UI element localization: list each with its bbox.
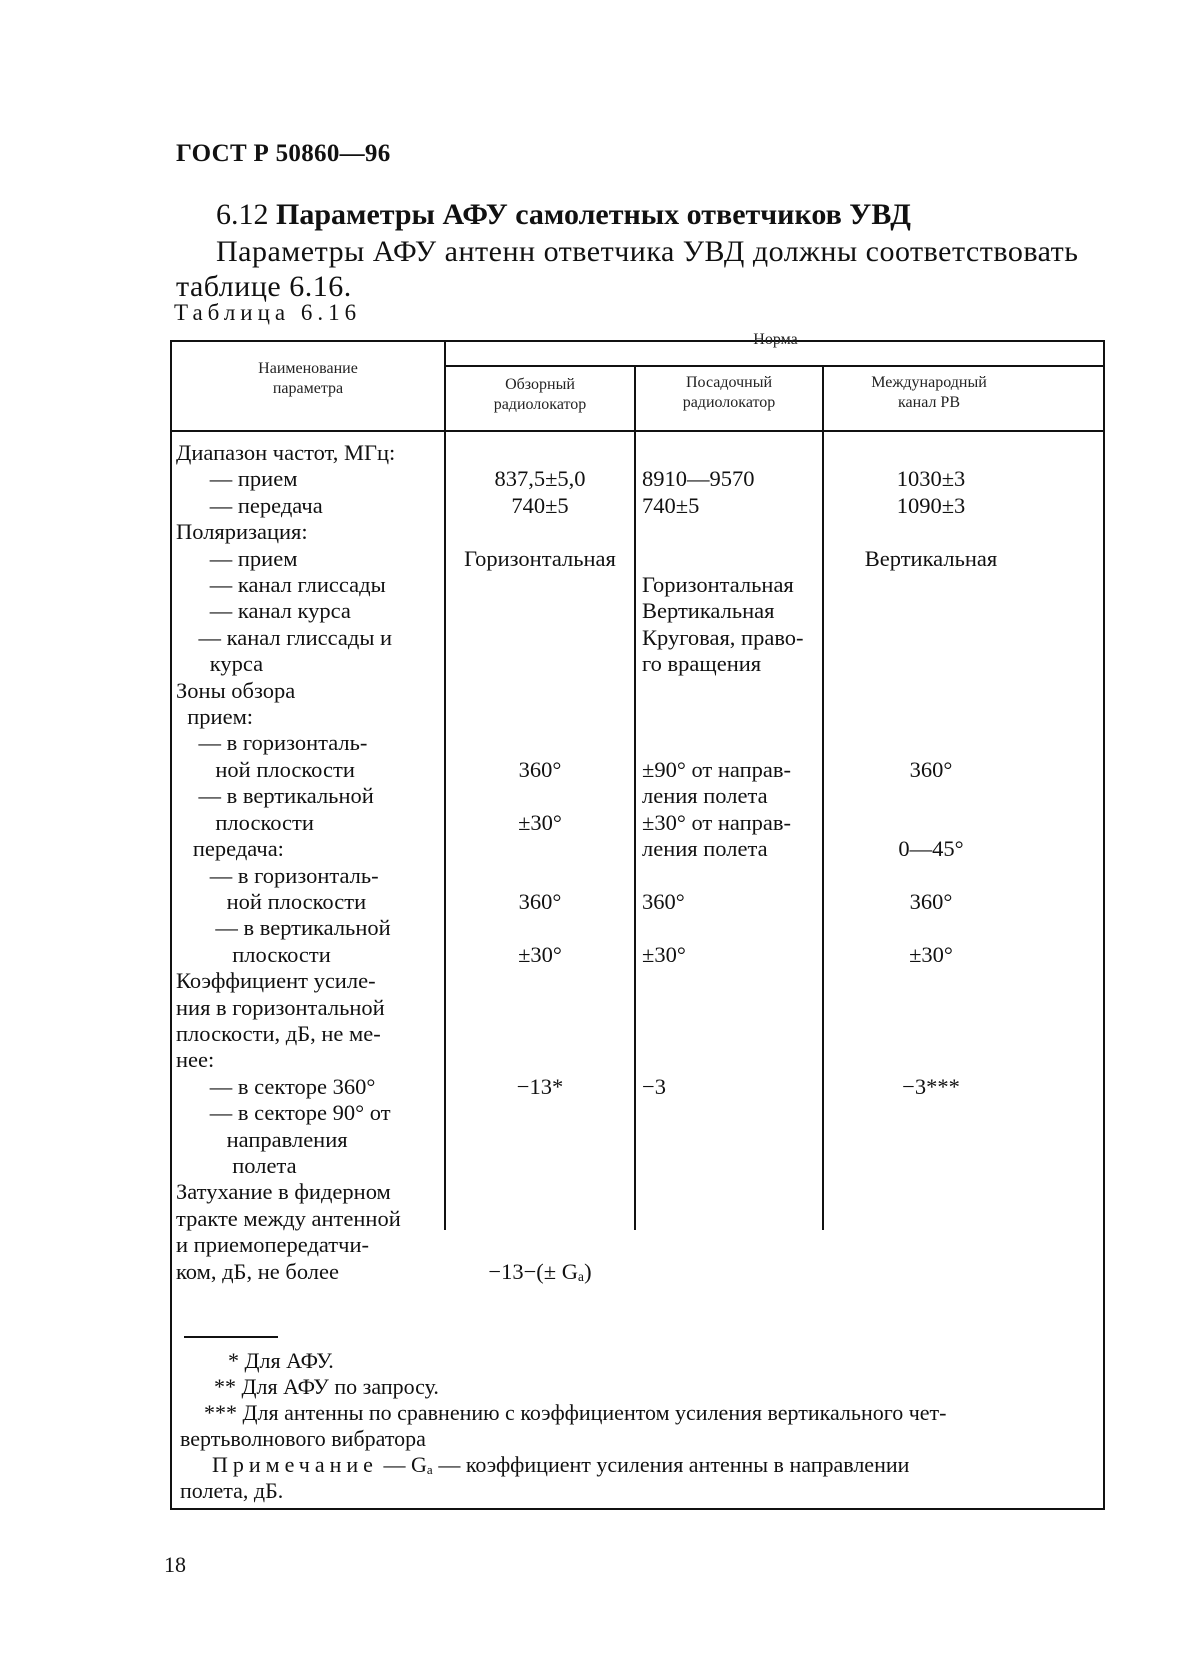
landing-radar-value (642, 1232, 818, 1258)
landing-radar-value: Горизонтальная (642, 572, 794, 598)
survey-radar-value (450, 968, 630, 994)
landing-radar-value (642, 730, 818, 756)
survey-radar-value: 360° (518, 756, 562, 782)
param-line: ной плоскости (176, 888, 367, 914)
international-channel-value (826, 519, 1036, 545)
landing-radar-value (642, 995, 818, 1021)
landing-radar-value: ления полета (642, 783, 768, 809)
international-channel-value (826, 1206, 1036, 1232)
survey-radar-value (450, 995, 630, 1021)
param-line: Поляризация: (176, 519, 308, 545)
column-line-2 (634, 366, 636, 1230)
table-remark (212, 1452, 909, 1478)
international-channel-value (826, 598, 1036, 624)
footnote-rule (184, 1336, 278, 1338)
survey-radar-value (450, 625, 630, 651)
international-channel-value (826, 863, 1036, 889)
landing-radar-value (642, 863, 818, 889)
param-line: направления (176, 1126, 348, 1152)
remark-text: — Gₐ — коэффициент усиления антенны в направлении (383, 1452, 910, 1477)
param-column (176, 440, 401, 1285)
international-channel-value (826, 1232, 1036, 1258)
param-line: — канал курса (176, 598, 351, 624)
international-channel-value: 1030±3 (896, 466, 966, 492)
group-header-line (444, 365, 1105, 367)
section-heading (216, 198, 911, 232)
landing-radar-value (642, 915, 818, 941)
survey-radar-value: 740±5 (511, 492, 569, 518)
section-number: 6.12 (216, 198, 269, 231)
landing-radar-value: ±30° (642, 941, 686, 967)
international-channel-value (826, 572, 1036, 598)
survey-radar-value: ±30° (518, 941, 562, 967)
landing-radar-value (642, 519, 818, 545)
international-channel-value: 1090±3 (896, 492, 966, 518)
param-line: тракте между антенной (176, 1205, 401, 1231)
landing-radar-value (642, 1179, 818, 1205)
landing-radar-value (642, 1047, 818, 1073)
table-caption: Таблица 6.16 (174, 300, 362, 325)
param-line: — в горизонталь- (176, 862, 379, 888)
param-line: ния в горизонтальной (176, 994, 385, 1020)
param-line: Зоны обзора (176, 677, 296, 703)
landing-radar-value: 8910—9570 (642, 466, 755, 492)
footnote-1: * Для АФУ. (228, 1348, 334, 1373)
survey-radar-value: −13* (516, 1073, 564, 1099)
document-id: ГОСТ Р 50860—96 (176, 140, 391, 167)
international-channel-value (826, 704, 1036, 730)
survey-radar-value (450, 440, 630, 466)
landing-radar-value: Вертикальная (642, 598, 775, 624)
international-channel-value (826, 651, 1036, 677)
survey-radar-value: Горизонтальная (464, 545, 616, 571)
international-channel-value (826, 625, 1036, 651)
param-line: — канал глиссады и (176, 624, 393, 650)
survey-radar-value (450, 704, 630, 730)
landing-radar-value: ±30° от направ- (642, 809, 792, 835)
survey-radar-value (450, 1047, 630, 1073)
remark-continuation: полета, дБ. (180, 1478, 284, 1503)
param-line: ком, дБ, не более (176, 1258, 339, 1284)
survey-radar-value (450, 1127, 630, 1153)
survey-radar-column (450, 440, 630, 1285)
survey-radar-value (450, 572, 630, 598)
survey-radar-value (450, 1179, 630, 1205)
international-channel-value (826, 783, 1036, 809)
landing-radar-value (642, 1259, 818, 1285)
col-header-survey-radar: Обзорный радиолокатор (493, 376, 587, 413)
international-channel-value (826, 1153, 1036, 1179)
param-line: — в вертикальной (176, 915, 391, 941)
param-line: — в секторе 360° (176, 1073, 376, 1099)
survey-radar-value: 837,5±5,0 (494, 466, 586, 492)
survey-radar-value (450, 1153, 630, 1179)
param-line: ной плоскости (176, 756, 355, 782)
survey-radar-value (450, 519, 630, 545)
landing-radar-value: 360° (642, 888, 685, 914)
param-line: прием: (176, 704, 254, 730)
international-channel-value (826, 1047, 1036, 1073)
international-channel-value (826, 995, 1036, 1021)
page-number: 18 (164, 1552, 186, 1577)
param-line: Коэффициент усиле- (176, 968, 376, 994)
param-line: — канал глиссады (176, 572, 386, 598)
landing-radar-value: ления полета (642, 836, 768, 862)
param-line: плоскости, дБ, не ме- (176, 1020, 381, 1046)
param-line: и приемопередатчи- (176, 1232, 369, 1258)
param-line: — в вертикальной (176, 783, 374, 809)
landing-radar-value: ±90° от направ- (642, 756, 792, 782)
international-channel-value: 360° (909, 756, 953, 782)
survey-radar-value (450, 678, 630, 704)
survey-radar-value (450, 1100, 630, 1126)
landing-radar-value (642, 440, 818, 466)
param-line: — прием (176, 466, 298, 492)
landing-radar-value (642, 546, 818, 572)
international-channel-value (826, 440, 1036, 466)
header-divider-line (170, 430, 1105, 432)
international-channel-value (826, 968, 1036, 994)
norm-group-header: Норма (753, 331, 798, 348)
landing-radar-value: 740±5 (642, 492, 700, 518)
landing-radar-value (642, 1206, 818, 1232)
international-channel-value: ±30° (909, 941, 953, 967)
survey-radar-value: ±30° (518, 809, 562, 835)
param-line: — в горизонталь- (176, 730, 368, 756)
landing-radar-value: Круговая, право- (642, 624, 804, 650)
param-line: — прием (176, 545, 298, 571)
survey-radar-value (450, 783, 630, 809)
param-line: нее: (176, 1047, 215, 1073)
international-channel-value (826, 1179, 1036, 1205)
footnote-3-continuation: вертьволнового вибратора (180, 1426, 426, 1451)
col-header-landing-radar: Посадочный радиолокатор (682, 374, 776, 411)
survey-radar-value (450, 730, 630, 756)
landing-radar-column (642, 440, 818, 1285)
landing-radar-value (642, 968, 818, 994)
landing-radar-value (642, 1127, 818, 1153)
param-line: Затухание в фидерном (176, 1179, 391, 1205)
param-line: курса (176, 651, 264, 677)
international-channel-value (826, 1100, 1036, 1126)
survey-radar-value (450, 915, 630, 941)
international-channel-value (826, 1259, 1036, 1285)
survey-radar-value (450, 1232, 630, 1258)
landing-radar-value (642, 678, 818, 704)
intro-paragraph: Параметры АФУ антенн ответчика УВД должны соответствовать таблице 6.16. (176, 235, 1079, 303)
survey-radar-value: −13−(± Gₐ) (488, 1258, 592, 1284)
international-channel-column (826, 440, 1036, 1285)
remark-label: Примечание (212, 1452, 378, 1477)
survey-radar-value (450, 1021, 630, 1047)
param-line: — передача (176, 492, 323, 518)
param-line: полета (176, 1152, 297, 1178)
landing-radar-value (642, 1153, 818, 1179)
column-line-1 (444, 340, 446, 1230)
international-channel-value (826, 915, 1036, 941)
international-channel-value (826, 678, 1036, 704)
param-line: передача: (176, 836, 284, 862)
survey-radar-value (450, 598, 630, 624)
col-header-international-channel: Международный канал РВ (871, 374, 987, 411)
survey-radar-value (450, 863, 630, 889)
international-channel-value: Вертикальная (864, 545, 998, 571)
column-line-3 (822, 366, 824, 1230)
international-channel-value (826, 810, 1036, 836)
landing-radar-value (642, 704, 818, 730)
param-line: плоскости (176, 809, 314, 835)
param-line: — в секторе 90° от (176, 1100, 391, 1126)
survey-radar-value (450, 836, 630, 862)
landing-radar-value (642, 1021, 818, 1047)
param-header: Наименование параметра (258, 360, 358, 397)
section-title: Параметры АФУ самолетных ответчиков УВД (276, 198, 911, 231)
landing-radar-value: −3 (642, 1073, 666, 1099)
survey-radar-value (450, 1206, 630, 1232)
international-channel-value: 360° (909, 888, 953, 914)
international-channel-value (826, 1127, 1036, 1153)
landing-radar-value: го вращения (642, 651, 762, 677)
international-channel-value (826, 730, 1036, 756)
international-channel-value: −3*** (902, 1073, 960, 1099)
survey-radar-value (450, 651, 630, 677)
survey-radar-value: 360° (518, 888, 562, 914)
footnote-3: *** Для антенны по сравнению с коэффициентом усиления вертикального чет- (204, 1400, 947, 1425)
footnote-2: ** Для АФУ по запросу. (214, 1374, 439, 1399)
param-line: Диапазон частот, МГц: (176, 440, 396, 465)
international-channel-value: 0—45° (898, 836, 964, 862)
param-line: плоскости (176, 941, 331, 967)
international-channel-value (826, 1021, 1036, 1047)
landing-radar-value (642, 1100, 818, 1126)
